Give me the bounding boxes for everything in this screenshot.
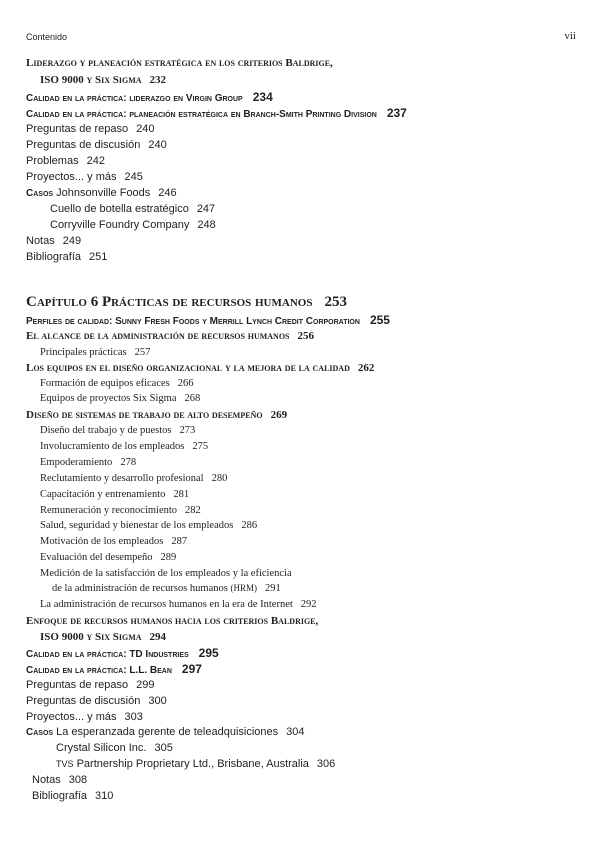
toc-page-number: 256 <box>297 330 315 342</box>
toc-page-number: 251 <box>89 251 108 263</box>
toc-entry-caso[interactable] <box>26 188 177 199</box>
toc-entry-prefix: TVS <box>56 759 74 769</box>
toc-entry-preguntas-repaso[interactable] <box>26 124 155 135</box>
toc-entry-label: Partnership Proprietary Ltd., Brisbane, Australia <box>76 758 309 770</box>
toc-page-number: 262 <box>357 362 375 374</box>
toc-page-number: 281 <box>173 489 190 500</box>
toc-entry-label: Remuneración y reconocimiento <box>40 505 178 516</box>
toc-page-number: 282 <box>185 505 201 516</box>
toc-page-number: 246 <box>158 187 177 199</box>
toc-entry-label: Notas <box>32 774 61 786</box>
toc-entry-label: Evaluación del desempeño <box>40 552 153 563</box>
toc-page-number: 257 <box>134 347 151 358</box>
toc-subentry[interactable] <box>40 458 136 469</box>
toc-page-number: 299 <box>136 679 155 691</box>
toc-subentry[interactable] <box>40 506 201 517</box>
toc-subentry[interactable] <box>40 537 187 548</box>
toc-entry-label: Corryville Foundry Company <box>50 219 190 231</box>
toc-entry-label: Preguntas de discusión <box>26 695 141 707</box>
toc-entry-bibliografia[interactable] <box>32 791 113 802</box>
toc-entry-bibliografia[interactable] <box>26 252 107 263</box>
toc-entry-label: Involucramiento de los empleados <box>40 441 185 452</box>
toc-section-heading[interactable] <box>26 410 287 421</box>
toc-entry-label: Cuello de botella estratégico <box>50 203 189 215</box>
toc-entry-caso[interactable] <box>26 727 304 738</box>
toc-page-number: 297 <box>181 662 202 676</box>
toc-entry-label: Empoderamiento <box>40 457 113 468</box>
toc-section-heading[interactable] <box>26 363 374 374</box>
toc-subentry[interactable] <box>40 521 257 532</box>
toc-entry-label: Bibliografía <box>26 251 82 263</box>
toc-entry-caso[interactable] <box>50 220 216 231</box>
toc-entry-label: Preguntas de repaso <box>26 679 129 691</box>
toc-page-number: 232 <box>149 74 167 86</box>
toc-entry-label: Johnsonville Foods <box>56 187 151 199</box>
toc-entry-preguntas-discusion[interactable] <box>26 696 167 707</box>
toc-entry-label: Bibliografía <box>32 790 88 802</box>
toc-entry-label: ISO 9000 y Six Sigma <box>40 74 142 86</box>
toc-entry-label: Equipos de proyectos Six Sigma <box>40 393 177 404</box>
toc-entry-caso[interactable] <box>56 759 335 770</box>
toc-subentry[interactable] <box>40 490 189 501</box>
toc-entry-label: ISO 9000 y Six Sigma <box>40 631 142 643</box>
toc-section-heading[interactable] <box>26 331 314 342</box>
toc-page-number: 273 <box>179 425 196 436</box>
toc-entry-label: Calidad en la práctica: TD Industries <box>26 649 189 660</box>
toc-entry-label: Diseño del trabajo y de puestos <box>40 425 172 436</box>
toc-page-number: 240 <box>148 139 167 151</box>
toc-entry-label: Proyectos... y más <box>26 711 117 723</box>
toc-entry-label: Motivación de los empleados <box>40 536 164 547</box>
toc-page-number: 306 <box>316 758 336 770</box>
toc-entry-label: Crystal Silicon Inc. <box>56 742 147 754</box>
toc-entry-label: Enfoque de recursos humanos hacia los criterios Baldrige, <box>26 615 319 627</box>
toc-page-number: 291 <box>264 583 281 594</box>
toc-page-number: 305 <box>154 742 173 754</box>
toc-entry-problemas[interactable] <box>26 156 105 167</box>
toc-subentry[interactable] <box>40 426 195 437</box>
toc-entry-label: Salud, seguridad y bienestar de los empleados <box>40 520 234 531</box>
toc-entry-baldrige-title-cont[interactable] <box>40 632 166 643</box>
toc-page-number: 240 <box>136 123 155 135</box>
page-number: vii <box>564 30 576 42</box>
toc-page-number: 247 <box>196 203 216 215</box>
toc-subentry[interactable] <box>40 348 150 359</box>
toc-subentry[interactable] <box>40 600 317 611</box>
toc-page-number: 304 <box>286 726 305 738</box>
toc-page-number: 242 <box>86 155 105 167</box>
toc-page-number: 249 <box>62 235 82 247</box>
toc-entry-proyectos[interactable] <box>26 172 143 183</box>
toc-page-number: 300 <box>148 695 167 707</box>
toc-page-number: 253 <box>324 294 347 310</box>
toc-entry-label: Problemas <box>26 155 79 167</box>
toc-page-number: 268 <box>184 393 201 404</box>
toc-entry-practice[interactable] <box>26 647 219 660</box>
toc-entry-label: Preguntas de discusión <box>26 139 141 151</box>
toc-page-number: 269 <box>270 409 288 421</box>
toc-page-number: 237 <box>386 106 407 120</box>
toc-entry-label: Preguntas de repaso <box>26 123 129 135</box>
toc-page-number: 245 <box>124 171 143 183</box>
toc-entry-label: La esperanzada gerente de teleadquisiciones <box>56 726 279 738</box>
toc-entry-label: Calidad en la práctica: L.L. Bean <box>26 665 172 676</box>
chapter-title: Capítulo 6 Prácticas de recursos humanos <box>26 294 313 310</box>
toc-subentry[interactable] <box>40 474 227 485</box>
toc-page-number: 289 <box>160 552 177 563</box>
toc-entry-label: Liderazgo y planeación estratégica en los criterios Baldrige, <box>26 57 333 69</box>
toc-entry-label: El alcance de la administración de recursos humanos <box>26 330 290 342</box>
toc-subentry[interactable] <box>40 569 292 580</box>
toc-entry-baldrige-title[interactable] <box>26 616 318 627</box>
toc-entry-practice[interactable] <box>26 663 202 676</box>
toc-entry-label: de la administración de recursos humanos <box>52 583 228 594</box>
toc-entry-caso[interactable] <box>50 204 215 215</box>
chapter-heading[interactable] <box>26 295 347 310</box>
toc-page-number: 248 <box>197 219 216 231</box>
toc-page-number: 234 <box>252 90 273 104</box>
toc-page-number: 287 <box>171 536 188 547</box>
toc-page-number: 278 <box>120 457 137 468</box>
toc-subentry[interactable] <box>40 553 176 564</box>
toc-page-number: 286 <box>241 520 258 531</box>
toc-entry-label: Los equipos en el diseño organizacional y la mejora de la calidad <box>26 362 350 374</box>
toc-entry-label: Diseño de sistemas de trabajo de alto desempeño <box>26 409 263 421</box>
toc-entry-label: Calidad en la práctica: liderazgo en Virgin Group <box>26 93 243 104</box>
toc-page-number: 310 <box>95 790 114 802</box>
toc-subentry[interactable] <box>40 379 194 390</box>
running-header-section: Contenido <box>26 32 68 42</box>
toc-page-number: 295 <box>198 646 219 660</box>
toc-page-number: 308 <box>68 774 88 786</box>
toc-page-number: 294 <box>149 631 167 643</box>
casos-label: Casos <box>26 188 54 199</box>
toc-entry-practice[interactable] <box>26 91 273 104</box>
running-header <box>26 30 576 44</box>
toc-page-number: 292 <box>300 599 317 610</box>
toc-subentry-cont[interactable] <box>52 584 281 595</box>
toc-entry-label: La administración de recursos humanos en la era de Internet <box>40 599 293 610</box>
toc-entry-perfiles[interactable] <box>26 314 390 327</box>
toc-entry-label: Capacitación y entrenamiento <box>40 489 166 500</box>
casos-label: Casos <box>26 727 54 738</box>
toc-page-number: 280 <box>211 473 228 484</box>
toc-entry-label: Notas <box>26 235 55 247</box>
toc-subentry[interactable] <box>40 442 208 453</box>
toc-entry-label: Reclutamiento y desarrollo profesional <box>40 473 204 484</box>
toc-page-number: 266 <box>177 378 194 389</box>
toc-entry-baldrige-title-cont[interactable] <box>40 75 166 86</box>
toc-entry-label: Medición de la satisfacción de los empleados y la eficiencia <box>40 568 292 579</box>
toc-entry-notas[interactable] <box>26 236 81 247</box>
toc-page-number: 255 <box>369 313 390 327</box>
toc-entry-label: Calidad en la práctica: planeación estratégica en Branch-Smith Printing Division <box>26 109 377 120</box>
toc-entry-abbr: (HRM) <box>230 583 257 593</box>
toc-entry-label: Proyectos... y más <box>26 171 117 183</box>
toc-entry-label: Perfiles de calidad: Sunny Fresh Foods y Merrill Lynch Credit Corporation <box>26 316 360 327</box>
toc-entry-practice[interactable] <box>26 107 407 120</box>
toc-entry-caso[interactable] <box>56 743 173 754</box>
toc-page-number: 303 <box>124 711 143 723</box>
toc-page-number: 275 <box>192 441 209 452</box>
toc-entry-proyectos[interactable] <box>26 712 143 723</box>
toc-entry-preguntas-discusion[interactable] <box>26 140 167 151</box>
toc-entry-label: Formación de equipos eficaces <box>40 378 170 389</box>
toc-entry-label: Principales prácticas <box>40 347 127 358</box>
toc-entry-notas[interactable] <box>32 775 87 786</box>
toc-entry-baldrige-title[interactable] <box>26 58 333 69</box>
toc-entry-preguntas-repaso[interactable] <box>26 680 155 691</box>
toc-subentry[interactable] <box>40 394 200 405</box>
